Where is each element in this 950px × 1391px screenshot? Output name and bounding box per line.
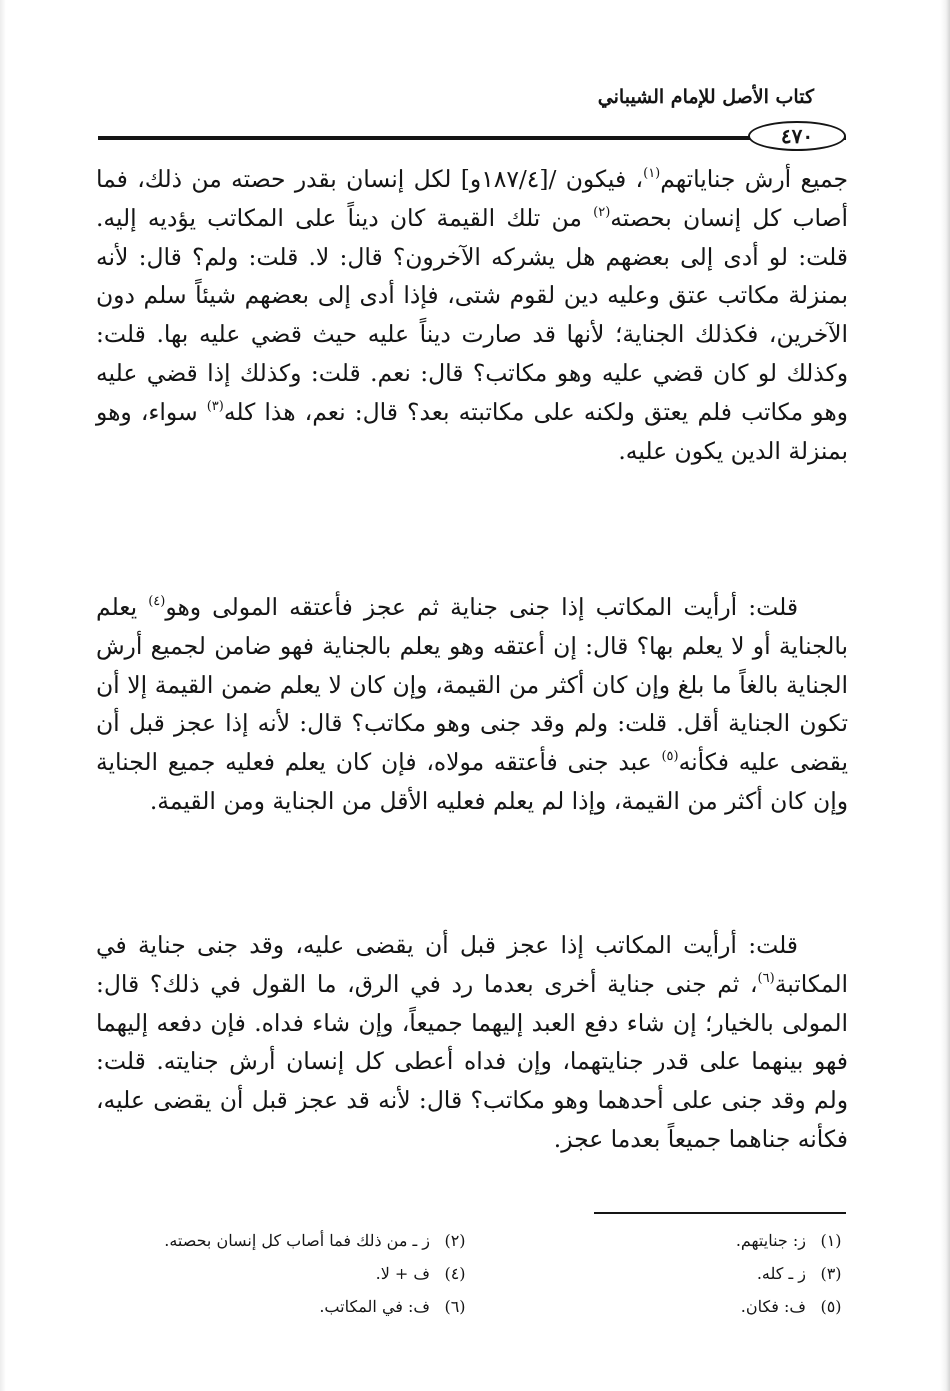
body-text-run: يعلم بالجناية أو لا يعلم بها؟ قال: إن أعتقه وهو يعلم بالجناية فهو ضامن لجميع أرش الجناية بالغاً ما بلغ وإن كان أكثر من القيمة، وإن كان لا يعلم ضمن القيمة إلا أن تكون الجناية أقل. قلت: ولم وقد جنى وهو مكاتب؟ قال: لأنه إذا عجز قبل أن يقضى عليه فكأنه: [96, 593, 848, 777]
body-text-run: ، ثم جنى جناية أخرى بعدما رد في الرق، ما القول في ذلك؟ قال: المولى بالخيار؛ إن شاء دفع العبد إليهما جميعاً، وإن شاء فداه. فإن دفعه إليهما فهو بينهما على قدر جنايتهما، وإن فداه أعطى كل إنسان أرش جنايته. قلت: ولم وقد جنى على أحدهما وهو مكاتب؟ قال: لأنه قد عجز قبل أن يقضى عليه، فكأنه جناهما جميعاً بعدما عجز.: [96, 969, 848, 1153]
footnote-number: (٤): [444, 1264, 466, 1283]
footnote-4: [86, 1259, 470, 1289]
footnote-marker: (٤): [148, 594, 166, 609]
footnote-number: (٣): [820, 1264, 842, 1283]
footnote-text: ف: في المكاتب.: [319, 1297, 430, 1316]
footnote-text: ف + لا.: [375, 1264, 430, 1283]
footnotes: [86, 1226, 846, 1322]
footnote-number: (٢): [444, 1231, 466, 1250]
footnote-marker: (١): [643, 166, 661, 181]
body-text-run: من تلك القيمة كان ديناً على المكاتب يؤديه إليه. قلت: لو أدى إلى بعضهم هل يشركه الآخرون؟ قال: لا. قلت: ولم؟ قال: لأنه بمنزلة مكاتب عتق وعليه دين لقوم شتى، فإذا أدى إلى بعضهم شيئاً سلم دون الآخرين، فكذلك الجناية؛ لأنها قد صارت ديناً عليه حيث قضي عليه بها. قلت: وكذلك لو كان قضي عليه وهو مكاتب؟ قال: نعم. قلت: وكذلك إذا قضي عليه وهو مكاتب فلم يعتق ولكنه على مكاتبته بعد؟ قال: نعم، هذا كله: [96, 203, 848, 426]
footnote-number: (٥): [820, 1297, 842, 1316]
body-text-run: قلت: أرأيت المكاتب إذا عجز قبل أن يقضى عليه، وقد جنى جناية في المكاتبة: [96, 931, 848, 998]
footnote-number: (٦): [444, 1297, 466, 1316]
footnote-text: ز ـ من ذلك فما أصاب كل إنسان بحصته.: [164, 1231, 430, 1250]
body-text-run: عبد جنى فأعتقه مولاه، فإن كان يعلم فعليه جميع الجناية وإن كان أكثر من القيمة، وإذا لم يعلم فعليه الأقل من الجناية ومن القيمة.: [96, 748, 848, 815]
footnote-3: [470, 1259, 846, 1289]
footnote-marker: (٣): [206, 398, 224, 414]
footnote-marker: (٥): [661, 749, 679, 765]
paragraph-3: [96, 926, 848, 1159]
body-text-run: قلت: أرأيت المكاتب إذا جنى جناية ثم عجز فأعتقه المولى وهو: [165, 593, 798, 621]
scan-edge-left: [0, 0, 6, 1391]
body-text-run: سواء، وهو بمنزلة الدين يكون عليه.: [96, 397, 848, 465]
header-rule: [98, 136, 846, 140]
paragraph-2: [96, 588, 848, 821]
footnote-2: [86, 1226, 470, 1256]
running-header-title: كتاب الأصل للإمام الشيباني: [597, 86, 814, 108]
footnote-1: [470, 1226, 846, 1256]
footnote-6: [86, 1292, 470, 1322]
footnote-marker: (٦): [757, 970, 775, 986]
footnote-5: [470, 1292, 846, 1322]
page-number-badge: ٤٧٠: [748, 121, 846, 151]
body-text-run: ، فيكون /[١٨٧/٤و] لكل إنسان بقدر حصته من ذلك، فما أصاب كل إنسان بحصته: [96, 165, 848, 232]
footnote-text: ز ـ كله.: [756, 1264, 806, 1283]
footnote-text: ف: فكان.: [740, 1297, 806, 1316]
footnote-separator: [594, 1212, 846, 1214]
footnote-marker: (٢): [593, 204, 611, 220]
body-text-run: جميع أرش جناياتهم: [660, 165, 848, 193]
paragraph-1: [96, 160, 848, 470]
footnote-number: (١): [820, 1231, 842, 1250]
footnote-text: ز: جنايتهم.: [735, 1231, 806, 1250]
scan-edge-right: [940, 0, 950, 1391]
